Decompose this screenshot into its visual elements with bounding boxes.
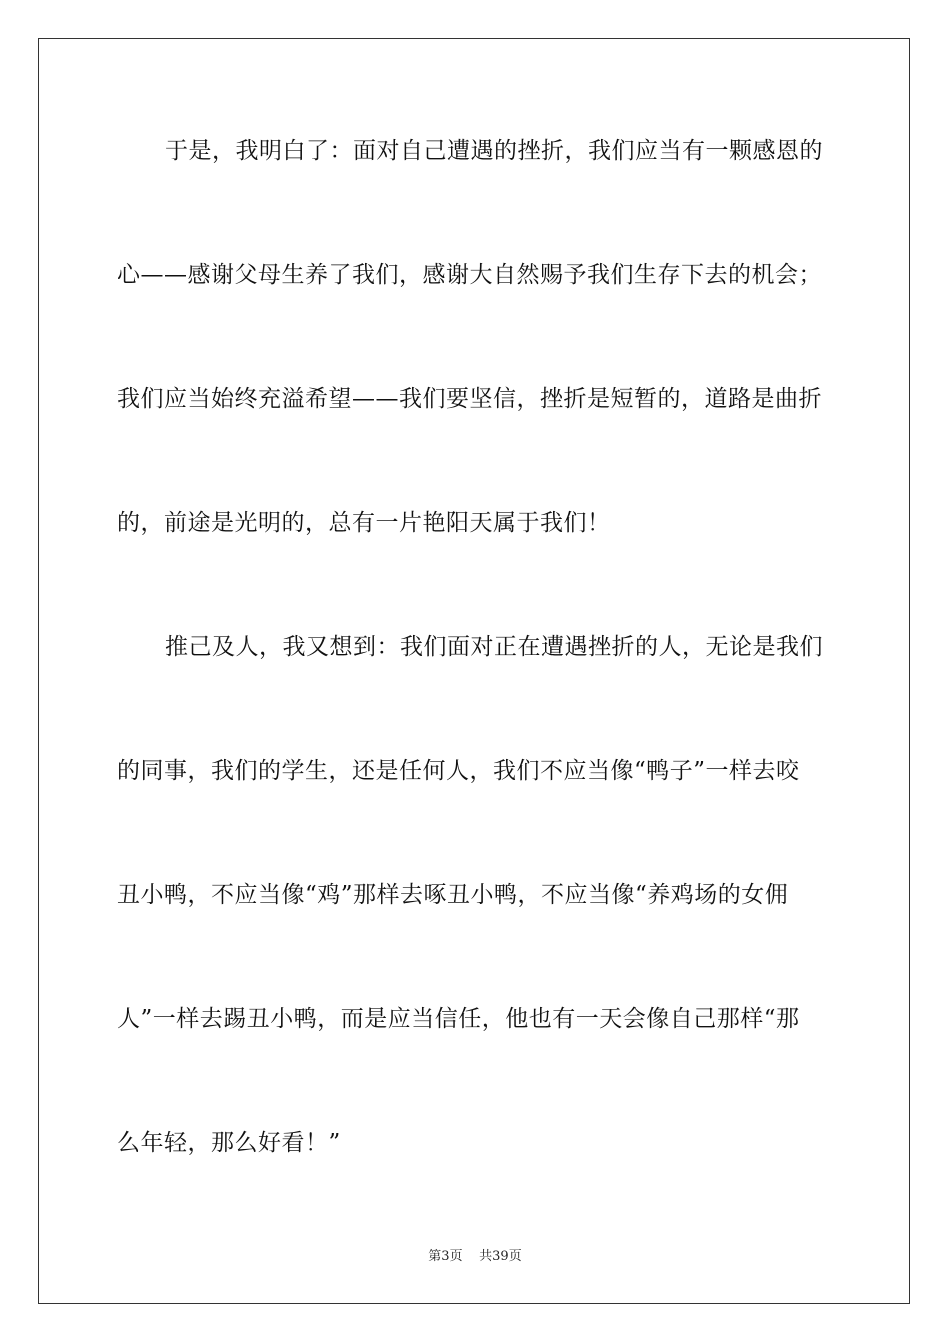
paragraph-1-line-2: 心——感谢父母生养了我们，感谢大自然赐予我们生存下去的机会； — [117, 262, 822, 288]
footer-page-number: 3 — [441, 1249, 450, 1264]
paragraph-2-line-5: 么年轻，那么好看！” — [117, 1130, 341, 1156]
page-frame — [38, 38, 910, 1304]
footer-page-unit: 页 — [449, 1249, 463, 1264]
paragraph-2-line-2: 的同事，我们的学生，还是任何人，我们不应当像“鸭子”一样去咬 — [117, 758, 800, 784]
paragraph-2-line-4: 人”一样去踢丑小鸭，而是应当信任，他也有一天会像自己那样“那 — [117, 1006, 800, 1032]
paragraph-1-line-3: 我们应当始终充溢希望——我们要坚信，挫折是短暂的，道路是曲折 — [117, 386, 822, 412]
footer-total-label: 共 — [479, 1249, 493, 1264]
footer-total-unit: 页 — [508, 1249, 522, 1264]
page-footer — [0, 1248, 950, 1266]
paragraph-1-line-1: 于是，我明白了：面对自己遭遇的挫折，我们应当有一颗感恩的 — [165, 138, 823, 164]
paragraph-2-line-1: 推己及人，我又想到：我们面对正在遭遇挫折的人，无论是我们 — [165, 634, 823, 660]
paragraph-2-line-3: 丑小鸭，不应当像“鸡”那样去啄丑小鸭，不应当像“养鸡场的女佣 — [117, 882, 789, 908]
footer-page-label: 第 — [428, 1249, 442, 1264]
paragraph-1-line-4: 的，前途是光明的，总有一片艳阳天属于我们！ — [117, 510, 611, 536]
footer-total-pages: 39 — [492, 1249, 509, 1264]
